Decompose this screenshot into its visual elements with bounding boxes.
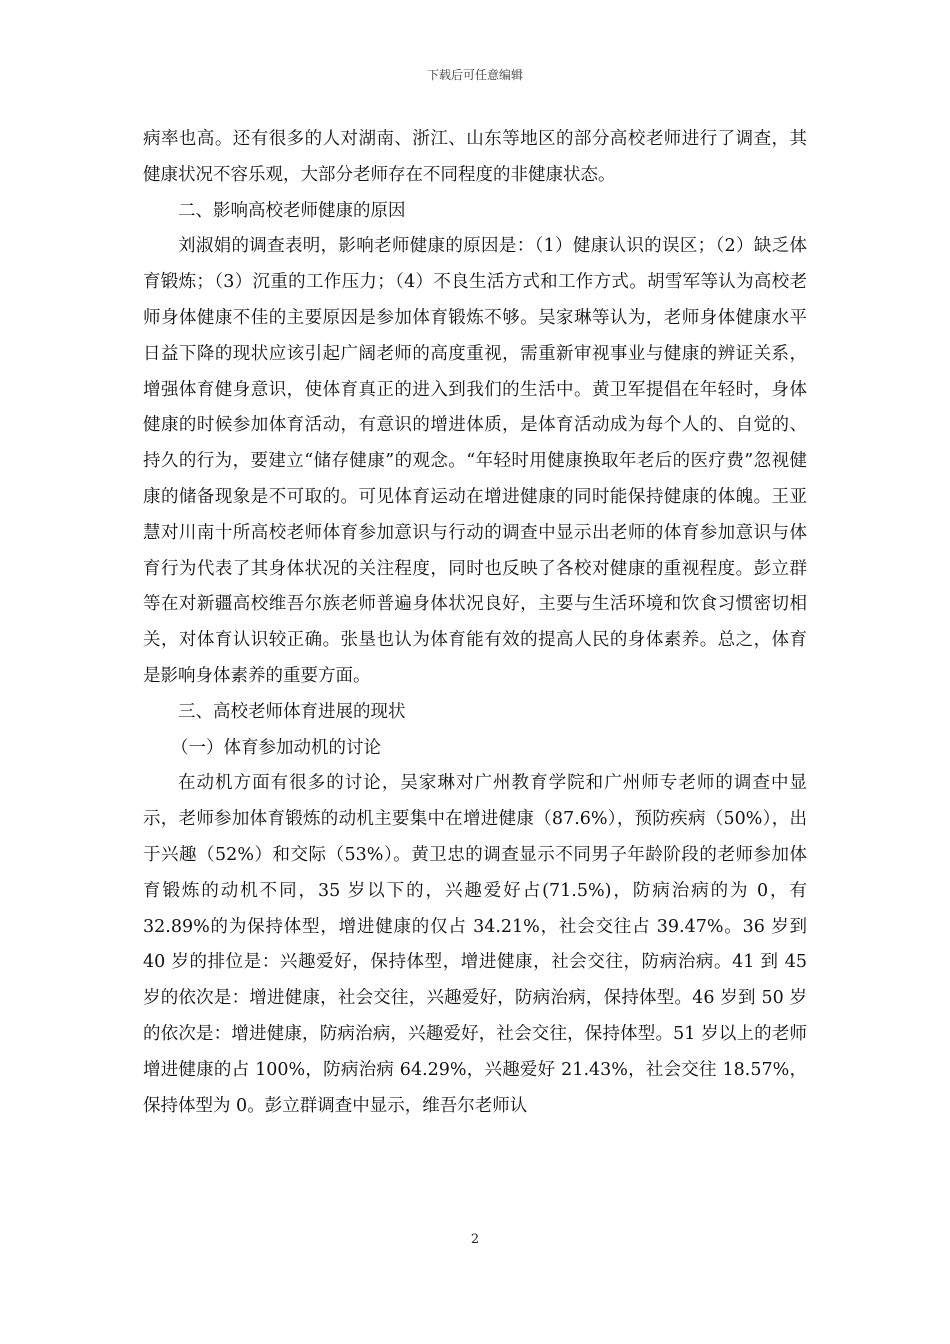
page-number: 2 xyxy=(470,1232,480,1247)
section-heading-2: 二、影响高校老师健康的原因 xyxy=(178,200,406,221)
paragraph-motivation: 在动机方面有很多的讨论，吴家琳对广州教育学院和广州师专老师的调查中显示，老师参加体育锻炼的动机主要集中在增进健康（87.6%），预防疾病（50%），出于兴趣（52%）和交际（53%）。黄卫忠的调查显示不同男子年龄阶段的老师参加体育锻炼的动机不同，35 岁以下的，兴趣爱好占(71.5%)，防病治病的为 0，有 32.89%的为保持体型，增进健康的仅占 34.21%，社会交往占 39.47%。36 岁到 40 岁的排位是：兴趣爱好，保持体型，增进健康，社会交往，防病治病。41 到 45 岁的依次是：增进健康，社会交往，兴趣爱好，防病治病，保持体型。46 岁到 50 岁的依次是：增进健康，防病治病，兴趣爱好，社会交往，保持体型。51 岁以上的老师增进健康的占 100%，防病治病 64.29%，兴趣爱好 21.43%，社会交往 18.57%，保持体型为 0。彭立群调查中显示，维吾尔老师认 xyxy=(143,773,807,1116)
subsection-heading-1: （一）体育参加动机的讨论 xyxy=(171,737,381,758)
page-header: 下载后可任意编辑 xyxy=(426,68,523,82)
paragraph-continued: 病率也高。还有很多的人对湖南、浙江、山东等地区的部分高校老师进行了调查，其健康状况不容乐观，大部分老师存在不同程度的非健康状态。 xyxy=(143,129,807,185)
section-heading-3: 三、高校老师体育进展的现状 xyxy=(178,701,406,722)
paragraph-causes: 刘淑娟的调查表明，影响老师健康的原因是：（1）健康认识的误区；（2）缺乏体育锻炼；（3）沉重的工作压力；（4）不良生活方式和工作方式。胡雪军等认为高校老师身体健康不佳的主要原因是参加体育锻炼不够。吴家琳等认为，老师身体健康水平日益下降的现状应该引起广阔老师的高度重视，需重新审视事业与健康的辨证关系，增强体育健身意识，使体育真正的进入到我们的生活中。黄卫军提倡在年轻时，身体健康的时候参加体育活动，有意识的增进体质，是体育活动成为每个人的、自觉的、持久的行为，要建立“储存健康”的观念。“年轻时用健康换取年老后的医疗费”忽视健康的储备现象是不可取的。可见体育运动在增进健康的同时能保持健康的体魄。王亚慧对川南十所高校老师体育参加意识与行动的调查中显示出老师的体育参加意识与体育行为代表了其身体状况的关注程度，同时也反映了各校对健康的重视程度。彭立群等在对新疆高校维吾尔族老师普遍身体状况良好，主要与生活环境和饮食习惯密切相关，对体育认识较正确。张垦也认为体育能有效的提高人民的身体素养。总之，体育是影响身体素养的重要方面。 xyxy=(143,236,807,686)
document-body xyxy=(143,122,807,1124)
